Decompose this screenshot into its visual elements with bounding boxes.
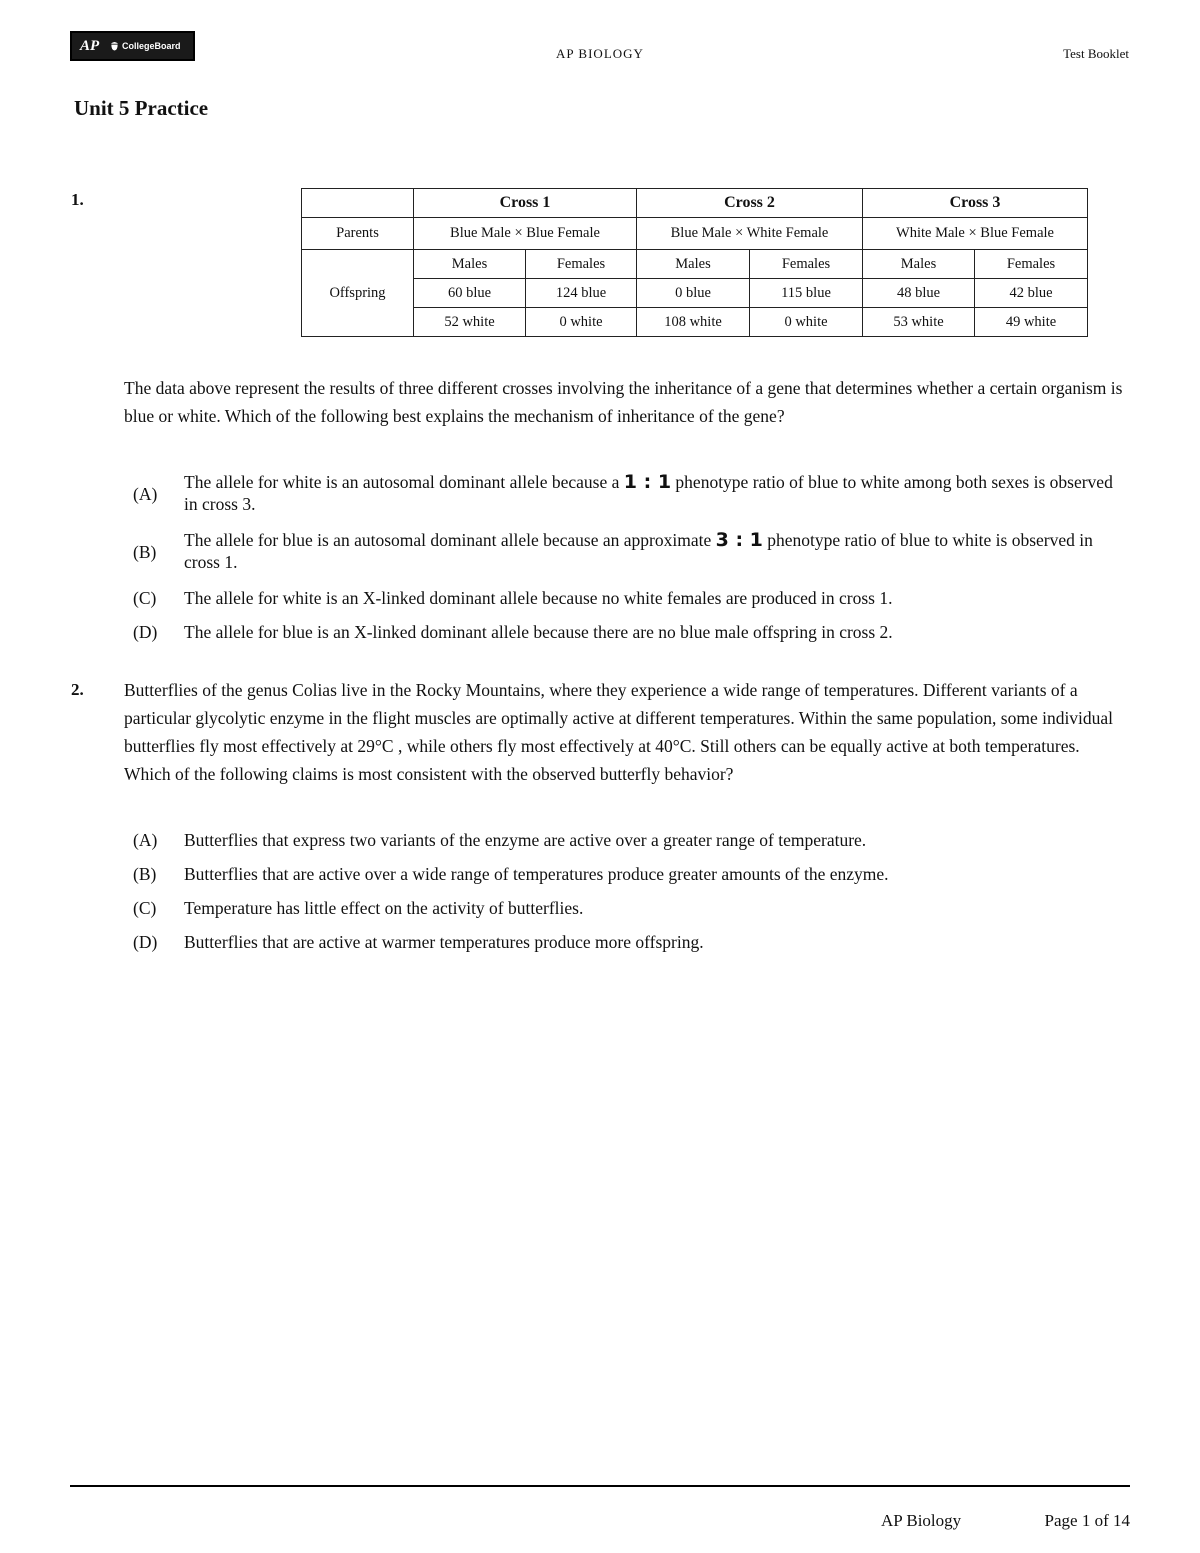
- sex-header: Males: [414, 250, 526, 279]
- table-cell: 52 white: [414, 308, 526, 337]
- table-cell: 0 blue: [637, 279, 750, 308]
- choice-letter: (A): [133, 830, 158, 850]
- header-subject: AP BIOLOGY: [556, 46, 644, 61]
- page-title: Unit 5 Practice: [74, 96, 209, 120]
- choice-letter: (D): [133, 622, 158, 642]
- table-cell: 60 blue: [414, 279, 526, 308]
- choice-text: Temperature has little effect on the activity of butterflies.: [184, 898, 584, 918]
- choice-letter: (A): [133, 484, 158, 504]
- choice-text: The allele for white is an X-linked dominant allele because no white females are produced in cross 1.: [184, 588, 893, 608]
- ratio-value: 1 : 1: [623, 471, 672, 493]
- choice-text: [184, 529, 1124, 573]
- choice-text-post: phenotype ratio of blue to white is observed in cross 1.: [184, 530, 1093, 572]
- question-1-number: 1.: [71, 190, 84, 209]
- offspring-label: Offspring: [302, 250, 414, 337]
- sex-header: Males: [863, 250, 975, 279]
- table-cell: 49 white: [975, 308, 1088, 337]
- choice-letter: (C): [133, 898, 157, 918]
- table-cell: 53 white: [863, 308, 975, 337]
- question-2-number: 2.: [71, 680, 84, 699]
- table-row: [302, 250, 1088, 279]
- header-booklet: Test Booklet: [1063, 46, 1129, 61]
- choice-letter: (D): [133, 932, 158, 952]
- choice-text-pre: The allele for blue is an autosomal dominant allele because an approximate: [184, 530, 712, 550]
- choice-letter: (B): [133, 864, 157, 884]
- choice-letter: (B): [133, 542, 157, 562]
- table-cell: 42 blue: [975, 279, 1088, 308]
- table-cell: 0 white: [750, 308, 863, 337]
- table-cell: 115 blue: [750, 279, 863, 308]
- table-cell: 124 blue: [526, 279, 637, 308]
- question-2-stem: Butterflies of the genus Colias live in the Rocky Mountains, where they experience a wide range of temperatures. Different variants of a particular glycolytic enzyme in the flight muscles are optimally active at different temperatures. Within the same population, some individual butterflies fly most effectively at 29°C , while others fly most effectively at 40°C. Still others can be equally active at both temperatures. Which of the following claims is most consistent with the observed butterfly behavior?: [124, 680, 1114, 784]
- cross-results-table: [301, 188, 1088, 337]
- table-row: [302, 189, 1088, 218]
- question-1-stem: The data above represent the results of three different crosses involving the inheritance of a gene that determines whether a certain organism is blue or white. Which of the following best explains the mechanism of inheritance of the gene?: [124, 378, 1123, 426]
- choice-text: Butterflies that are active over a wide range of temperatures produce greater amounts of the enzyme.: [184, 864, 889, 884]
- logo-ap-text: AP: [80, 37, 100, 54]
- choice-text: Butterflies that express two variants of the enzyme are active over a greater range of temperature.: [184, 830, 867, 850]
- sex-header: Males: [637, 250, 750, 279]
- footer-divider: [70, 1485, 1130, 1487]
- ratio-value: 3 : 1: [715, 529, 763, 551]
- table-row: [302, 308, 1088, 337]
- table-corner-cell: [302, 189, 414, 218]
- choice-letter: (C): [133, 588, 157, 608]
- table-cell: 0 white: [526, 308, 637, 337]
- table-cell: 108 white: [637, 308, 750, 337]
- logo-cb-text: CollegeBoard: [122, 41, 181, 51]
- table-cell: 48 blue: [863, 279, 975, 308]
- choice-text-post: phenotype ratio of blue to white among both sexes is observed in cross 3.: [184, 472, 1113, 514]
- sex-header: Females: [975, 250, 1088, 279]
- choice-text: [184, 471, 1124, 515]
- sex-header: Females: [750, 250, 863, 279]
- sex-header: Females: [526, 250, 637, 279]
- choice-text: The allele for blue is an X-linked dominant allele because there are no blue male offspring in cross 2.: [184, 622, 893, 642]
- footer-page-number: Page 1 of 14: [1044, 1511, 1130, 1530]
- choice-text-pre: The allele for white is an autosomal dominant allele because a: [184, 472, 620, 492]
- table-row: [302, 218, 1088, 250]
- cross-1-parents: Blue Male × Blue Female: [414, 218, 637, 250]
- cross-3-header: Cross 3: [863, 189, 1088, 218]
- cross-3-parents: White Male × Blue Female: [863, 218, 1088, 250]
- table-row: [302, 279, 1088, 308]
- parents-label: Parents: [302, 218, 414, 250]
- cross-1-header: Cross 1: [414, 189, 637, 218]
- choice-text: Butterflies that are active at warmer temperatures produce more offspring.: [184, 932, 704, 952]
- footer-subject: AP Biology: [881, 1511, 962, 1530]
- cross-2-parents: Blue Male × White Female: [637, 218, 863, 250]
- cross-2-header: Cross 2: [637, 189, 863, 218]
